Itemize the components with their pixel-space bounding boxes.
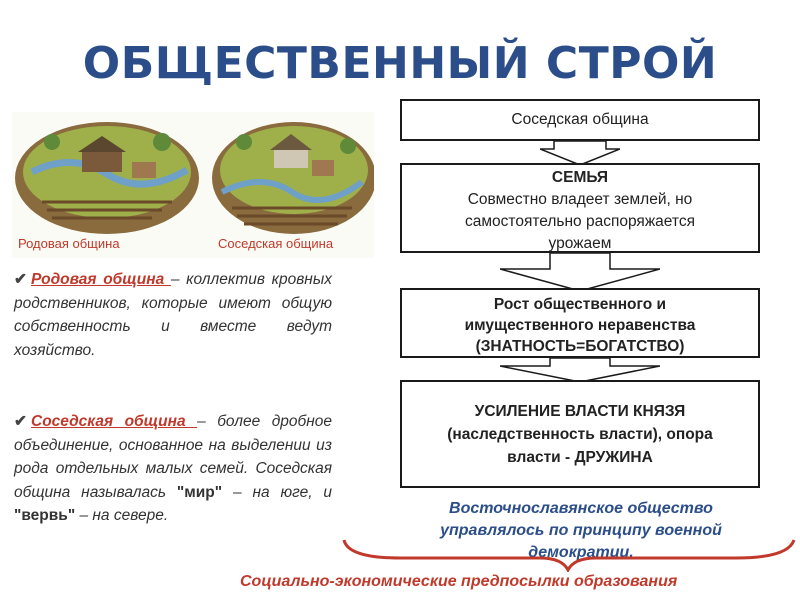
curly-brace-icon: [340, 536, 800, 572]
definition-sosedskaya-text1: – более дробное объединение, основанное на выделении из рода отдельных малых семей. Соседская община называлась: [14, 413, 332, 501]
arrow-down-icon: [500, 358, 660, 382]
arrow-down-icon: [540, 141, 620, 165]
family-line3: урожаем: [548, 235, 612, 252]
flow-box-family: [400, 163, 760, 253]
definition-rodovaya: [14, 268, 332, 362]
word-verv: "вервь": [14, 507, 76, 524]
note-line1: Восточнославянское общество: [449, 500, 713, 517]
flow-box-inequality: [400, 288, 760, 358]
illustration-panel: [12, 112, 374, 258]
note-line3: демократии.: [528, 544, 634, 561]
flow-box-prince-power: [400, 380, 760, 488]
prince-line1: УСИЛЕНИЕ ВЛАСТИ КНЯЗЯ: [474, 403, 686, 420]
caption-rodovaya: Родовая община: [18, 236, 120, 251]
inequality-line3: (ЗНАТНОСТЬ=БОГАТСТВО): [475, 338, 685, 355]
definition-sosedskaya-text2: – на юге, и: [222, 483, 333, 501]
socio-economic-note: Социально-экономические предпосылки образования: [240, 573, 678, 590]
prince-line3: власти - ДРУЖИНА: [507, 449, 653, 466]
flow-box-sosedskaya: Соседская община: [400, 99, 760, 141]
check-icon: ✔: [14, 271, 27, 288]
term-sosedskaya: Соседская община: [31, 413, 198, 430]
definition-rodovaya-text: – коллектив кровных родственников, которые имеют общую собственность и вместе ведут хозяйство.: [14, 271, 332, 359]
check-icon: ✔: [14, 413, 27, 430]
family-title: СЕМЬЯ: [551, 169, 609, 186]
family-line1: Совместно владеет землей, но: [467, 191, 693, 208]
note-line2: управлялось по принципу военной: [440, 522, 722, 539]
caption-sosedskaya: Соседская община: [218, 236, 334, 251]
family-line2: самостоятельно распоряжается: [465, 213, 695, 230]
term-rodovaya: Родовая община: [31, 271, 171, 288]
definition-sosedskaya-text3: – на севере.: [75, 507, 169, 524]
inequality-line1: Рост общественного и: [493, 296, 667, 313]
definition-sosedskaya: [14, 410, 332, 528]
arrow-down-icon: [500, 253, 660, 291]
prince-line2: (наследственность власти), опора: [447, 426, 713, 443]
word-mir: "мир": [176, 483, 223, 501]
inequality-line2: имущественного неравенства: [464, 317, 696, 334]
page-title: ОБЩЕСТВЕННЫЙ СТРОЙ: [82, 38, 718, 89]
